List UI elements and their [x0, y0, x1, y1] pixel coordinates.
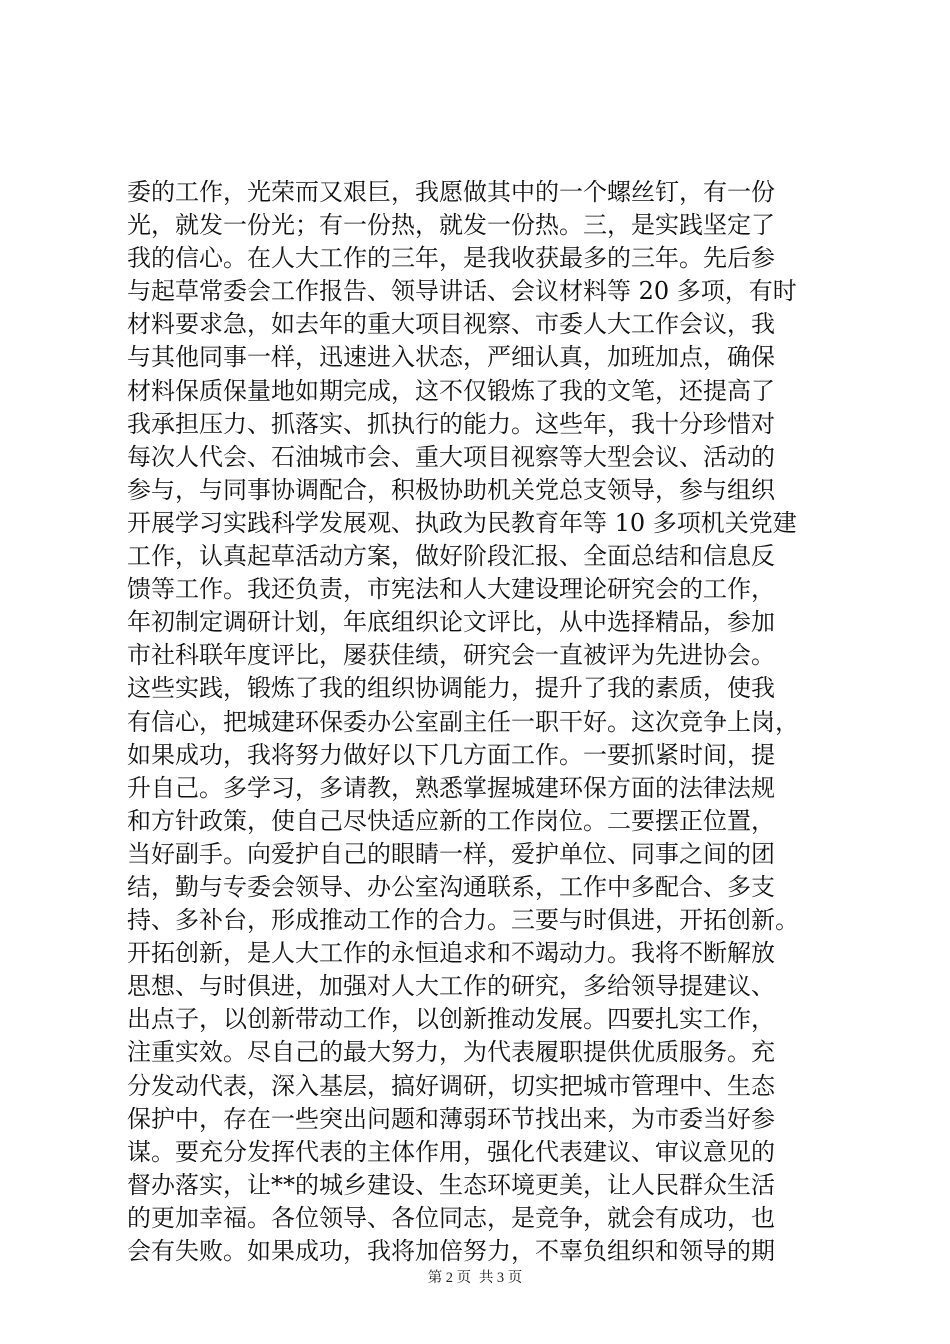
text-line: 结，勤与专委会领导、办公室沟通联系，工作中多配合、多支 [127, 872, 775, 901]
text-line: 督办落实，让**的城乡建设、生态环境更美，让人民群众生活 [127, 1170, 775, 1199]
text-line: 分发动代表，深入基层，搞好调研，切实把城市管理中、生态 [127, 1071, 775, 1100]
text-line: 材料要求急，如去年的重大项目视察、市委人大工作会议，我 [127, 310, 775, 339]
text-line: 参与，与同事协调配合，积极协助机关党总支领导，参与组织 [127, 475, 775, 504]
text-line: 光，就发一份光；有一份热，就发一份热。三，是实践坚定了 [127, 211, 775, 240]
page-total: 共 3 页 [478, 1270, 523, 1286]
text-line: 开拓创新，是人大工作的永恒追求和不竭动力。我将不断解放 [127, 939, 775, 968]
page-number: 第 2 页 [427, 1270, 472, 1286]
text-line: 市社科联年度评比，屡获佳绩，研究会一直被评为先进协会。 [127, 641, 775, 670]
text-line: 馈等工作。我还负责，市宪法和人大建设理论研究会的工作， [127, 575, 775, 604]
document-body [127, 176, 837, 1268]
text-line: 谋。要充分发挥代表的主体作用，强化代表建议、审议意见的 [127, 1137, 775, 1166]
text-line: 开展学习实践科学发展观、执政为民教育年等 10 多项机关党建 [127, 508, 797, 537]
text-line: 保护中，存在一些突出问题和薄弱环节找出来，为市委当好参 [127, 1104, 775, 1133]
text-line: 与起草常委会工作报告、领导讲话、会议材料等 20 多项，有时 [127, 277, 797, 306]
text-line: 的更加幸福。各位领导、各位同志，是竞争，就会有成功，也 [127, 1203, 775, 1232]
text-line: 持、多补台，形成推动工作的合力。三要与时俱进，开拓创新。 [127, 906, 799, 935]
text-line: 年初制定调研计划，年底组织论文评比，从中选择精品，参加 [127, 608, 775, 637]
text-line: 工作，认真起草活动方案，做好阶段汇报、全面总结和信息反 [127, 542, 775, 571]
text-line: 思想、与时俱进，加强对人大工作的研究，多给领导提建议、 [127, 972, 775, 1001]
text-line: 与其他同事一样，迅速进入状态，严细认真，加班加点，确保 [127, 343, 775, 372]
text-line: 这些实践，锻炼了我的组织协调能力，提升了我的素质，使我 [127, 674, 775, 703]
text-line: 当好副手。向爱护自己的眼睛一样，爱护单位、同事之间的团 [127, 839, 775, 868]
text-line: 出点子，以创新带动工作，以创新推动发展。四要扎实工作， [127, 1005, 775, 1034]
text-line: 有信心，把城建环保委办公室副主任一职干好。这次竞争上岗， [127, 707, 799, 736]
text-line: 每次人代会、石油城市会、重大项目视察等大型会议、活动的 [127, 442, 775, 471]
text-line: 会有失败。如果成功，我将加倍努力，不辜负组织和领导的期 [127, 1237, 775, 1265]
text-line: 注重实效。尽自己的最大努力，为代表履职提供优质服务。充 [127, 1038, 775, 1067]
text-line: 我承担压力、抓落实、抓执行的能力。这些年，我十分珍惜对 [127, 409, 775, 438]
text-line: 升自己。多学习，多请教，熟悉掌握城建环保方面的法律法规 [127, 773, 775, 802]
text-line: 如果成功，我将努力做好以下几方面工作。一要抓紧时间，提 [127, 740, 775, 769]
page-footer [0, 1266, 950, 1287]
text-line: 和方针政策，使自己尽快适应新的工作岗位。二要摆正位置， [127, 806, 775, 835]
text-line: 材料保质保量地如期完成，这不仅锻炼了我的文笔，还提高了 [127, 376, 775, 405]
text-line: 委的工作，光荣而又艰巨，我愿做其中的一个螺丝钉，有一份 [127, 178, 775, 206]
text-line: 我的信心。在人大工作的三年，是我收获最多的三年。先后参 [127, 244, 775, 273]
